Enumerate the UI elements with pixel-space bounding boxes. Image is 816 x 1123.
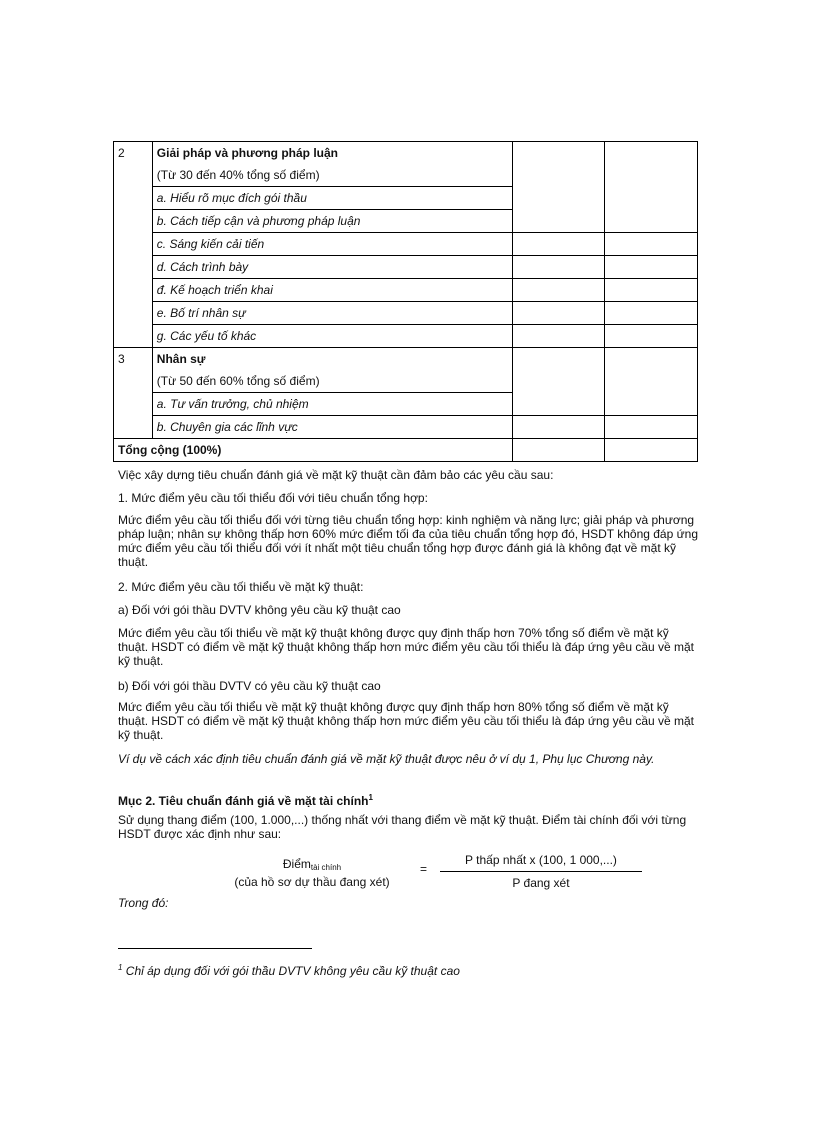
paragraph: Mức điểm yêu cầu tối thiểu đối với từng tiêu chuẩn tổng hợp: kinh nghiệm và năng lực; giải pháp và phương pháp luận; nhân sự không thấp hơn 60% mức điểm tối đa của tiêu chuẩn tổng hợp đó, HSDT không đáp ứng mức điểm yêu cầu tối thiểu đối với ít nhất một tiêu chuẩn tổng hợp được đánh giá là không đạt về mặt kỹ thuật. bbox=[118, 513, 698, 569]
table-row bbox=[114, 302, 698, 325]
criteria-item: b. Cách tiếp cận và phương pháp luận bbox=[152, 210, 512, 233]
paragraph: Mức điểm yêu cầu tối thiểu về mặt kỹ thuật không được quy định thấp hơn 80% tổng số điểm về mặt kỹ thuật. HSDT có điểm về mặt kỹ thuật không thấp hơn mức điểm yêu cầu tối thiểu là đáp ứng yêu cầu về mặt kỹ thuật. bbox=[118, 700, 695, 742]
criteria-item: đ. Kế hoạch triển khai bbox=[152, 279, 512, 302]
paragraph: b) Đối với gói thầu DVTV có yêu cầu kỹ thuật cao bbox=[118, 679, 381, 693]
table-row bbox=[114, 279, 698, 302]
table-row bbox=[114, 393, 698, 416]
paragraph: Ví dụ về cách xác định tiêu chuẩn đánh giá về mặt kỹ thuật được nêu ở ví dụ 1, Phụ lục Chương này. bbox=[118, 752, 655, 766]
criteria-item: a. Hiểu rõ mục đích gói thầu bbox=[152, 187, 512, 210]
table-row bbox=[114, 370, 698, 393]
table-row bbox=[114, 325, 698, 348]
footnote: $^1$ Chỉ áp dụng đối với gói thầu DVTV không yêu cầu kỹ thuật cao bbox=[118, 963, 460, 978]
table-row bbox=[114, 233, 698, 256]
paragraph: Trong đó: bbox=[118, 896, 169, 910]
formula-denominator: P đang xét bbox=[512, 876, 570, 890]
section-range: (Từ 30 đến 40% tổng số điểm) bbox=[152, 164, 512, 187]
table-row bbox=[114, 439, 698, 462]
paragraph: Sử dụng thang điểm (100, 1.000,...) thống nhất với thang điểm về mặt kỹ thuật. Điểm tài chính đối với từng HSDT được xác định như sau: bbox=[118, 813, 687, 841]
formula-numerator: P thấp nhất x (100, 1 000,...) bbox=[465, 853, 617, 867]
section-title: Nhân sự bbox=[152, 348, 512, 371]
criteria-item: b. Chuyên gia các lĩnh vực bbox=[152, 416, 512, 439]
paragraph: Mức điểm yêu cầu tối thiểu về mặt kỹ thuật không được quy định thấp hơn 70% tổng số điểm về mặt kỹ thuật. HSDT có điểm về mặt kỹ thuật không thấp hơn mức điểm yêu cầu tối thiểu là đáp ứng yêu cầu về mặt kỹ thuật. bbox=[118, 626, 695, 668]
criteria-item: c. Sáng kiến cải tiến bbox=[152, 233, 512, 256]
table-row bbox=[114, 142, 698, 165]
paragraph: 2. Mức điểm yêu cầu tối thiểu về mặt kỹ thuật: bbox=[118, 580, 364, 594]
table-row bbox=[114, 348, 698, 371]
row-number: 3 bbox=[114, 348, 153, 371]
criteria-item: e. Bố trí nhân sự bbox=[152, 302, 512, 325]
paragraph: Việc xây dựng tiêu chuẩn đánh giá về mặt kỹ thuật cần đảm bảo các yêu cầu sau: bbox=[118, 468, 554, 482]
table-row bbox=[114, 164, 698, 187]
table-row bbox=[114, 210, 698, 233]
table-row bbox=[114, 187, 698, 210]
total-label: Tổng cộng (100%) bbox=[114, 439, 513, 462]
criteria-table bbox=[113, 141, 698, 462]
table-row bbox=[114, 416, 698, 439]
section-range: (Từ 50 đến 60% tổng số điểm) bbox=[152, 370, 512, 393]
paragraph: 1. Mức điểm yêu cầu tối thiểu đối với tiêu chuẩn tổng hợp: bbox=[118, 491, 428, 505]
paragraph: a) Đối với gói thầu DVTV không yêu cầu kỹ thuật cao bbox=[118, 603, 401, 617]
section-title: Giải pháp và phương pháp luận bbox=[152, 142, 512, 165]
table-row bbox=[114, 256, 698, 279]
criteria-item: a. Tư vấn trưởng, chủ nhiệm bbox=[152, 393, 512, 416]
row-number: 2 bbox=[114, 142, 153, 165]
formula-lhs: Điểm$_{tài chính}$ (của hồ sơ dự thầu đang xét) bbox=[234, 857, 390, 889]
footnote-ref: 1 bbox=[368, 793, 373, 802]
formula-equals: = bbox=[420, 862, 428, 876]
section-heading: Mục 2. Tiêu chuẩn đánh giá về mặt tài chính$^1$ bbox=[118, 793, 373, 808]
criteria-item: d. Cách trình bày bbox=[152, 256, 512, 279]
fraction-bar bbox=[440, 871, 642, 872]
criteria-item: g. Các yếu tố khác bbox=[152, 325, 512, 348]
footnote-divider bbox=[118, 948, 312, 949]
